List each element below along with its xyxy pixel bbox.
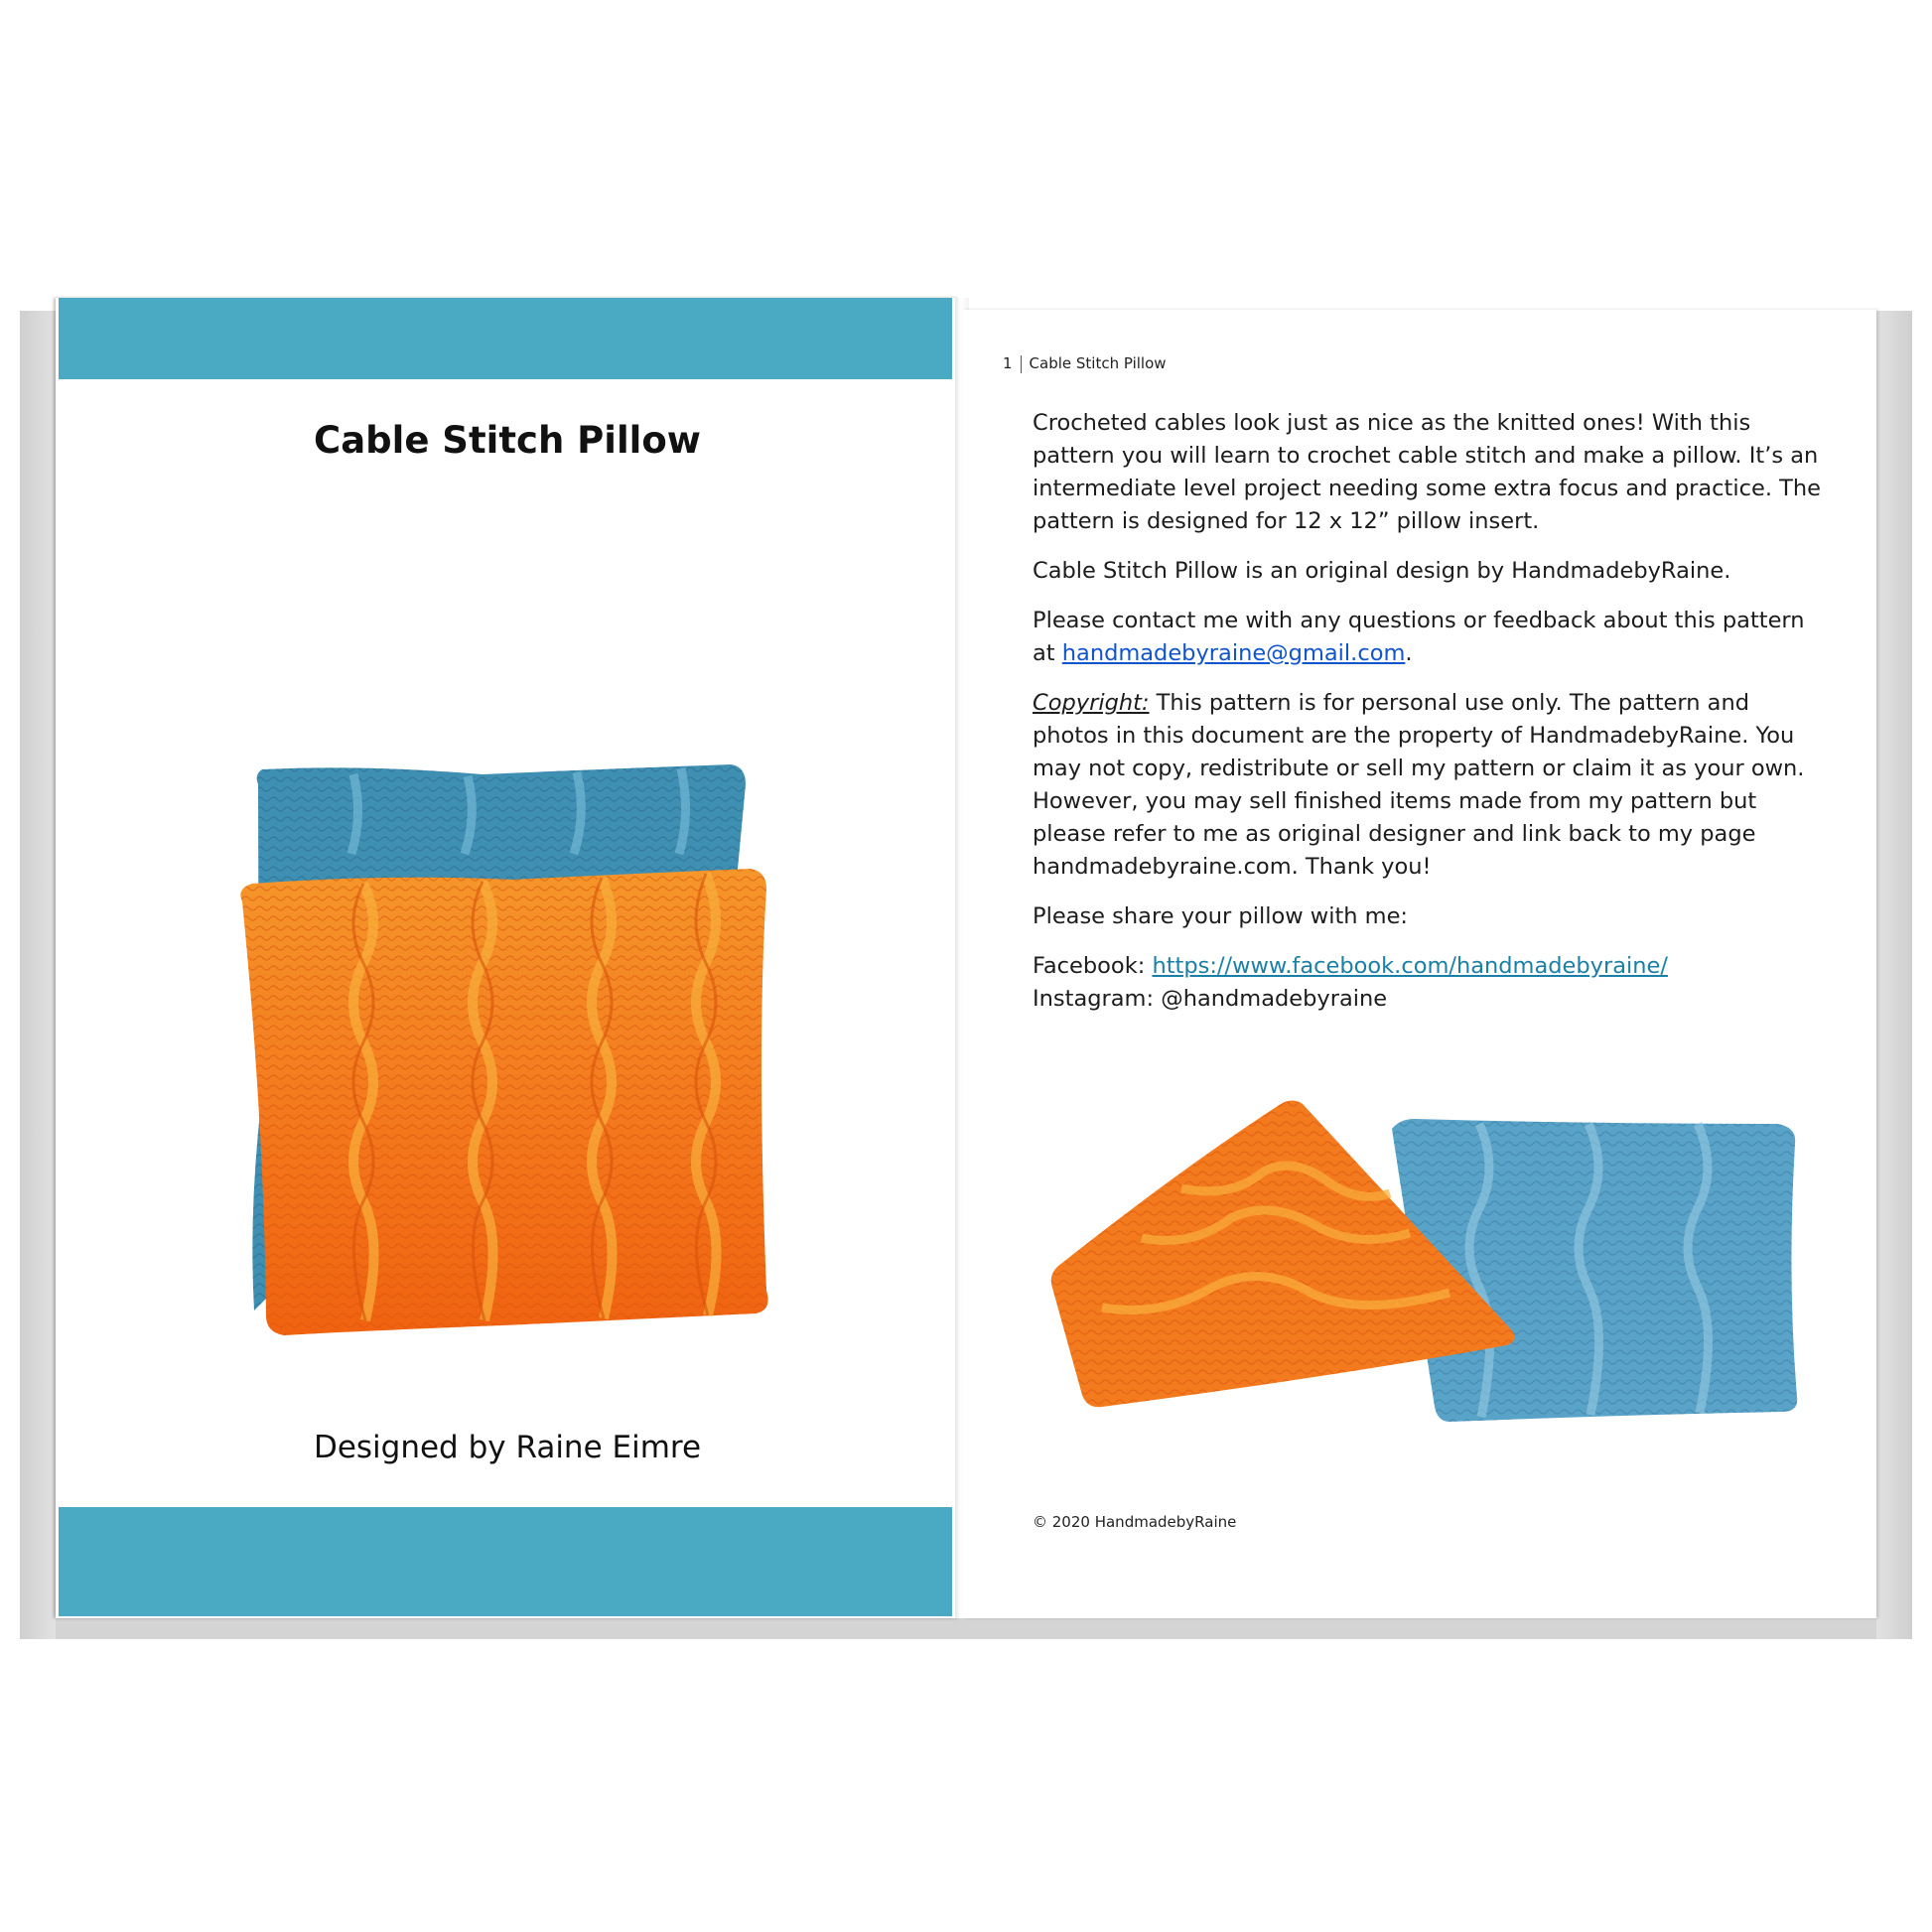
header-title: Cable Stitch Pillow: [1029, 354, 1167, 372]
cover-byline: Designed by Raine Eimre: [313, 1430, 702, 1465]
contact-prefix: Please contact me with any questions or feedback about this pattern at: [1033, 608, 1805, 666]
pillows-photo: [1033, 1079, 1839, 1442]
page-body: [1033, 407, 1827, 1033]
book-edge-left: [20, 311, 56, 1639]
contact-paragraph: [1033, 605, 1827, 670]
pillow-illustration: [214, 526, 800, 1370]
cover-pillow-photo: [214, 526, 800, 1370]
book-edge-right: [1876, 311, 1912, 1639]
original-design-paragraph: Cable Stitch Pillow is an original design by HandmadebyRaine.: [1033, 558, 1731, 584]
page-header: [1003, 354, 1167, 373]
cover-title: Cable Stitch Pillow: [314, 419, 701, 462]
intro-paragraph: Crocheted cables look just as nice as the knitted ones! With this pattern you will learn to crochet cable stitch and make a pillow. It’s an intermediate level project needing some extra focus and practice. The pattern is designed for 12 x 12” pillow insert.: [1033, 410, 1821, 534]
header-separator: [1021, 355, 1022, 373]
orange-pillow: [240, 869, 767, 1335]
page-footer: © 2020 HandmadebyRaine: [1033, 1513, 1237, 1531]
cover-band-top: [59, 298, 952, 379]
share-paragraph: Please share your pillow with me:: [1033, 903, 1409, 929]
copyright-label: Copyright:: [1033, 690, 1150, 716]
cover-page: [56, 298, 959, 1618]
instagram-handle: Instagram: @handmadebyraine: [1033, 986, 1388, 1012]
contact-email-link[interactable]: handmadebyraine@gmail.com: [1061, 640, 1406, 666]
social-paragraph: [1033, 950, 1827, 1016]
copyright-paragraph: [1033, 687, 1827, 884]
pillows-photo-illustration: [1033, 1079, 1839, 1442]
contact-suffix: .: [1405, 640, 1413, 666]
info-page: [963, 310, 1876, 1618]
cover-band-bottom: [59, 1507, 952, 1616]
copyright-text: This pattern is for personal use only. The pattern and photos in this document are the property of HandmadebyRaine. You may not copy, redistribute or sell my pattern or claim it as your own. However, you may sell finished items made from my pattern but please refer to me as original designer and link back to my page handmadebyraine.com. Thank you!: [1033, 690, 1805, 880]
facebook-link[interactable]: https://www.facebook.com/handmadebyraine/: [1152, 953, 1668, 979]
page-number: 1: [1003, 354, 1013, 372]
facebook-label: Facebook:: [1033, 953, 1153, 979]
